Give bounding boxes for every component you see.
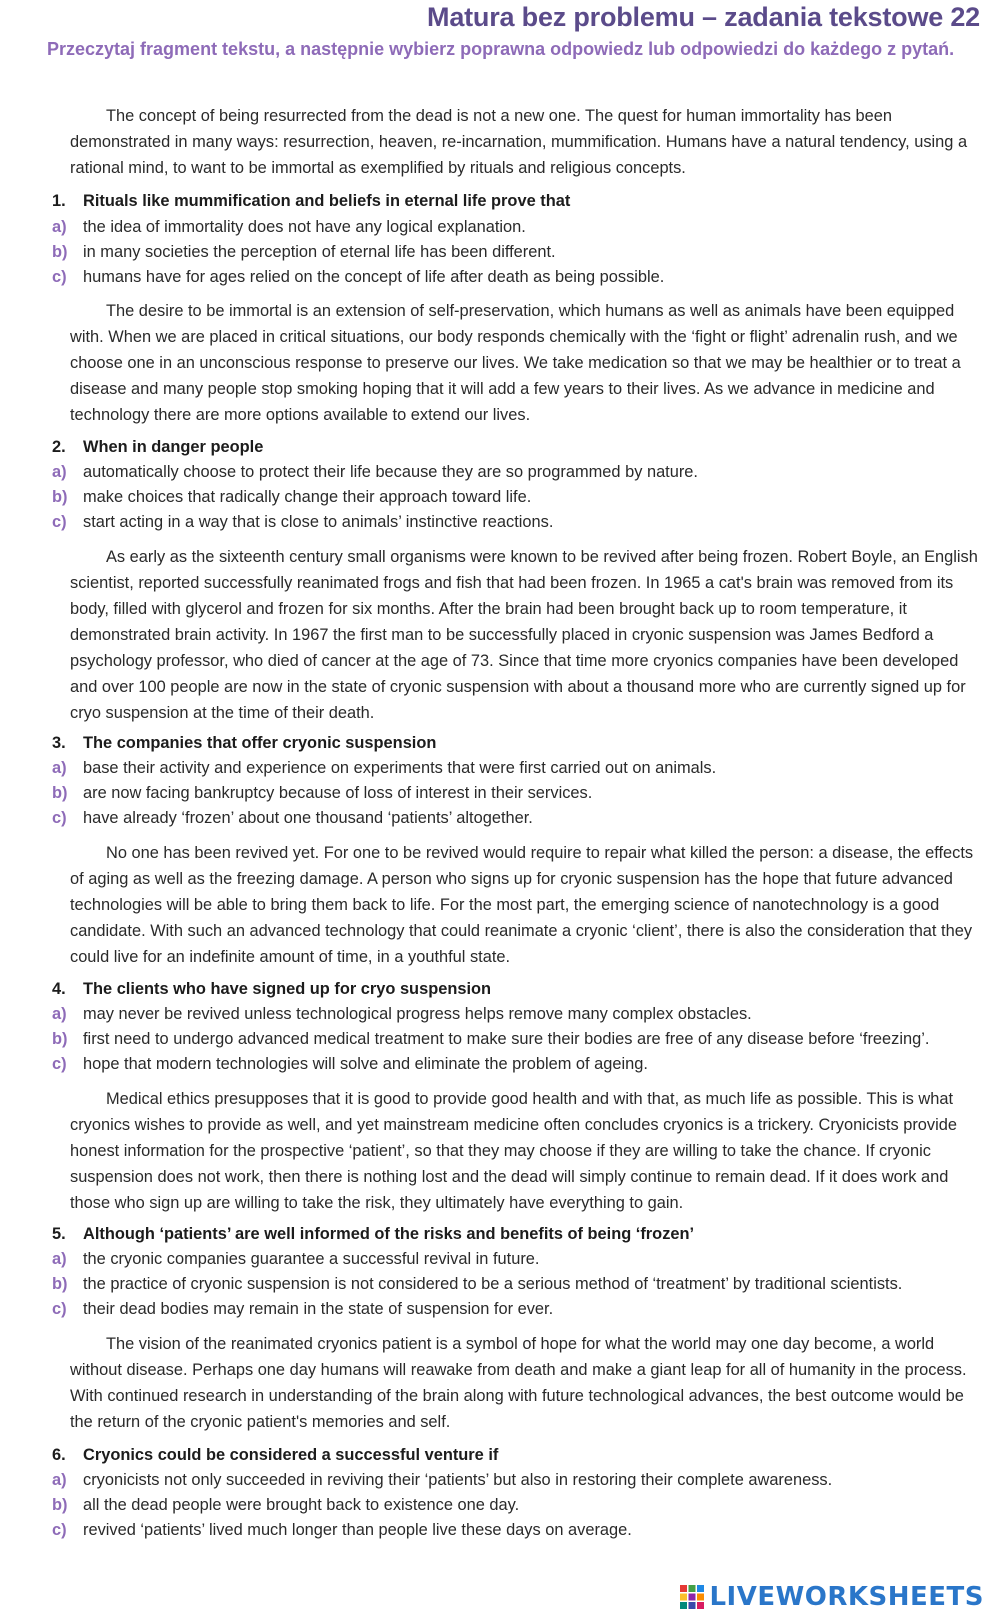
option-letter: b) — [52, 1496, 68, 1514]
option-letter: a) — [52, 759, 67, 777]
q2-option-b[interactable] — [52, 484, 972, 510]
option-text: humans have for ages relied on the concept of life after death as being possible. — [83, 268, 665, 286]
q6-option-c[interactable] — [52, 1517, 972, 1543]
question-text: Rituals like mummification and beliefs in eternal life prove that — [83, 192, 571, 210]
question-number: 2. — [52, 438, 66, 456]
option-text: the practice of cryonic suspension is not considered to be a serious method of ‘treatment’ by traditional scientists. — [83, 1275, 903, 1293]
question-3 — [52, 730, 972, 756]
q2-option-a[interactable] — [52, 459, 972, 485]
option-text: the idea of immortality does not have any logical explanation. — [83, 218, 526, 236]
option-letter: c) — [52, 1521, 67, 1539]
question-number: 6. — [52, 1446, 66, 1464]
option-text: automatically choose to protect their life because they are so programmed by nature. — [83, 463, 698, 481]
reading-paragraph: The vision of the reanimated cryonics patient is a symbol of hope for what the world may one day become, a world without disease. Perhaps one day humans will reawake from death and make a giant leap for all of humanity in the process. With continued research in understanding of the brain along with future technological advances, the best outcome would be the return of the cryonic patient's memories and self. — [70, 1335, 967, 1431]
option-text: have already ‘frozen’ about one thousand ‘patients’ altogether. — [83, 809, 533, 827]
option-text: first need to undergo advanced medical treatment to make sure their bodies are free of any disease before ‘freezing’. — [83, 1030, 930, 1048]
question-text: Cryonics could be considered a successful venture if — [83, 1446, 499, 1464]
reading-paragraph: The concept of being resurrected from the dead is not a new one. The quest for human immortality has been demonstrated in many ways: resurrection, heaven, re-incarnation, mummification. Humans have a natural tendency, using a rational mind, to want to be immortal as exemplified by rituals and religious concepts. — [70, 107, 968, 177]
q1-option-a[interactable] — [52, 214, 972, 240]
page-title: Matura bez problemu – zadania tekstowe 22 — [427, 2, 980, 32]
instruction-text: Przeczytaj fragment tekstu, a następnie wybierz poprawna odpowiedz lub odpowiedzi do każdego z pytań. — [47, 39, 955, 59]
reading-paragraph: No one has been revived yet. For one to be revived would require to repair what killed the person: a disease, the effects of aging as well as the freezing damage. A person who signs up for cryonic suspension has the hope that future advanced technologies will be able to bring them back to life. For the most part, the emerging science of nanotechnology is a good candidate. With such an advanced technology that could reanimate a cryonic ‘client’, there is also the consideration that they could live for an indefinite amount of time, in a youthful state. — [70, 844, 974, 966]
reading-paragraph: The desire to be immortal is an extension of self-preservation, which humans as well as animals have been equipped with. When we are placed in critical situations, our body responds chemically with the ‘fight or flight’ adrenalin rush, and we choose one in an unconscious response to preserve our lives. We take medication so that we may be healthier or to treat a disease and many people stop smoking hoping that it will add a few years to their lives. As we advance in medicine and technology there are more options available to extend our lives. — [70, 302, 961, 424]
q5-option-a[interactable] — [52, 1246, 972, 1272]
option-letter: a) — [52, 1471, 67, 1489]
option-letter: c) — [52, 268, 67, 286]
question-text: The companies that offer cryonic suspension — [83, 734, 437, 752]
option-letter: a) — [52, 1250, 67, 1268]
reading-paragraph: Medical ethics presupposes that it is good to provide good health and with that, as much life as possible. This is what cryonics wishes to provide as well, and yet mainstream medicine often concludes cryonics is a trickery. Cryonicists provide honest information for the prospective ‘patient’, so that they may choose if they are willing to take the chance. If cryonic suspension does not work, then there is nothing lost and the dead will simply continue to remain dead. If it does work and those who sign up are willing to take the risk, they ultimately have everything to gain. — [70, 1090, 957, 1212]
q2-option-c[interactable] — [52, 509, 972, 535]
option-letter: a) — [52, 218, 67, 236]
option-text: base their activity and experience on experiments that were first carried out on animals. — [83, 759, 717, 777]
question-text: Although ‘patients’ are well informed of the risks and benefits of being ‘frozen’ — [83, 1225, 695, 1243]
q1-option-c[interactable] — [52, 264, 972, 290]
q5-option-b[interactable] — [52, 1271, 972, 1297]
q4-option-b[interactable] — [52, 1026, 972, 1052]
option-text: cryonicists not only succeeded in reviving their ‘patients’ but also in restoring their complete awareness. — [83, 1471, 833, 1489]
question-number: 3. — [52, 734, 66, 752]
option-text: revived ‘patients’ lived much longer than people live these days on average. — [83, 1521, 632, 1539]
option-text: the cryonic companies guarantee a successful revival in future. — [83, 1250, 540, 1268]
option-text: hope that modern technologies will solve and eliminate the problem of ageing. — [83, 1055, 648, 1073]
option-text: start acting in a way that is close to animals’ instinctive reactions. — [83, 513, 554, 531]
option-text: are now facing bankruptcy because of loss of interest in their services. — [83, 784, 593, 802]
option-letter: c) — [52, 513, 67, 531]
option-letter: b) — [52, 488, 68, 506]
option-text: all the dead people were brought back to existence one day. — [83, 1496, 520, 1514]
option-text: in many societies the perception of eternal life has been different. — [83, 243, 556, 261]
question-6 — [52, 1442, 972, 1468]
option-letter: c) — [52, 809, 67, 827]
option-letter: b) — [52, 784, 68, 802]
option-letter: c) — [52, 1300, 67, 1318]
logo-text: LIVEWORKSHEETS — [709, 1582, 984, 1612]
option-text: may never be revived unless technological progress helps remove many complex obstacles. — [83, 1005, 752, 1023]
option-letter: a) — [52, 463, 67, 481]
q3-option-c[interactable] — [52, 805, 972, 831]
question-1 — [52, 188, 972, 214]
question-2 — [52, 434, 972, 460]
question-number: 1. — [52, 192, 66, 210]
option-letter: b) — [52, 243, 68, 261]
q5-option-c[interactable] — [52, 1296, 972, 1322]
question-number: 4. — [52, 980, 66, 998]
option-text: make choices that radically change their approach toward life. — [83, 488, 532, 506]
liveworksheets-logo-icon — [679, 1584, 705, 1610]
q4-option-c[interactable] — [52, 1051, 972, 1077]
q4-option-a[interactable] — [52, 1001, 972, 1027]
liveworksheets-logo — [679, 1583, 984, 1611]
q6-option-b[interactable] — [52, 1492, 972, 1518]
q3-option-a[interactable] — [52, 755, 972, 781]
question-number: 5. — [52, 1225, 66, 1243]
option-text: their dead bodies may remain in the state of suspension for ever. — [83, 1300, 554, 1318]
option-letter: b) — [52, 1275, 68, 1293]
question-4 — [52, 976, 972, 1002]
q6-option-a[interactable] — [52, 1467, 972, 1493]
option-letter: c) — [52, 1055, 67, 1073]
option-letter: a) — [52, 1005, 67, 1023]
q3-option-b[interactable] — [52, 780, 972, 806]
question-5 — [52, 1221, 972, 1247]
question-text: The clients who have signed up for cryo suspension — [83, 980, 492, 998]
q1-option-b[interactable] — [52, 239, 972, 265]
reading-paragraph: As early as the sixteenth century small organisms were known to be revived after being frozen. Robert Boyle, an English scientist, reported successfully reanimated frogs and fish that had been frozen. In 1965 a cat's brain was removed from its body, filled with glycerol and frozen for six months. After the brain had been brought back up to room temperature, it demonstrated brain activity. In 1967 the first man to be successfully placed in cryonic suspension was James Bedford a psychology professor, who died of cancer at the age of 73. Since that time more cryonics companies have been developed and over 100 people are now in the state of cryonic suspension with about a thousand more who are currently signed up for cryo suspension at the time of their death. — [70, 548, 978, 722]
question-text: When in danger people — [83, 438, 264, 456]
option-letter: b) — [52, 1030, 68, 1048]
